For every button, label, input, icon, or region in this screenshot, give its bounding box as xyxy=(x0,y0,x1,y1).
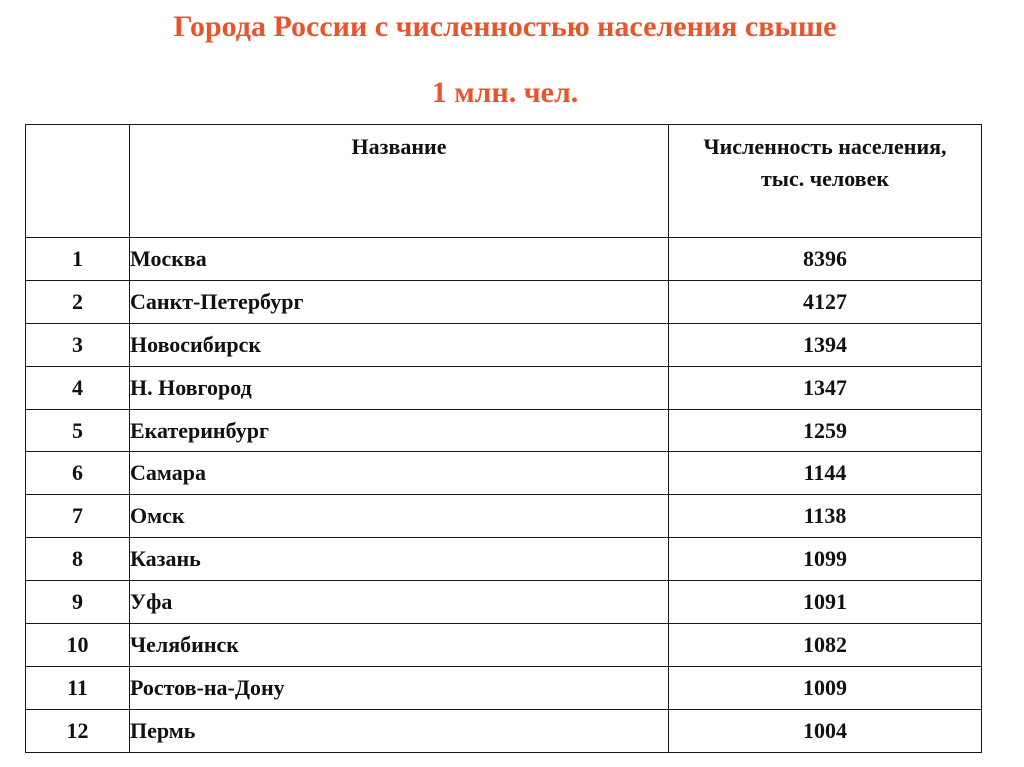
city-population: 1091 xyxy=(669,581,982,624)
table-row xyxy=(26,452,982,495)
table-row xyxy=(26,666,982,709)
city-population: 1259 xyxy=(669,409,982,452)
city-name: Новосибирск xyxy=(130,323,669,366)
city-population: 1394 xyxy=(669,323,982,366)
city-population: 1009 xyxy=(669,666,982,709)
city-population: 1004 xyxy=(669,709,982,752)
row-number: 2 xyxy=(26,280,130,323)
city-name: Казань xyxy=(130,538,669,581)
city-name: Уфа xyxy=(130,581,669,624)
city-population: 8396 xyxy=(669,238,982,281)
row-number: 10 xyxy=(26,624,130,667)
city-name: Москва xyxy=(130,238,669,281)
city-name: Екатеринбург xyxy=(130,409,669,452)
row-number: 9 xyxy=(26,581,130,624)
city-name: Н. Новгород xyxy=(130,366,669,409)
row-number: 1 xyxy=(26,238,130,281)
city-population: 1347 xyxy=(669,366,982,409)
table-row xyxy=(26,538,982,581)
table-row xyxy=(26,323,982,366)
header-name: Название xyxy=(130,125,669,238)
row-number: 3 xyxy=(26,323,130,366)
table-body xyxy=(26,238,982,753)
row-number: 7 xyxy=(26,495,130,538)
table-row xyxy=(26,495,982,538)
row-number: 11 xyxy=(26,666,130,709)
cities-table xyxy=(25,124,982,753)
row-number: 6 xyxy=(26,452,130,495)
city-population: 1099 xyxy=(669,538,982,581)
city-name: Санкт-Петербург xyxy=(130,280,669,323)
city-population: 1138 xyxy=(669,495,982,538)
table-row xyxy=(26,581,982,624)
row-number: 4 xyxy=(26,366,130,409)
row-number: 8 xyxy=(26,538,130,581)
header-population: Численность населения, тыс. человек xyxy=(669,125,982,238)
title-line-2: 1 млн. чел. xyxy=(431,76,579,109)
city-name: Самара xyxy=(130,452,669,495)
city-name: Ростов-на-Дону xyxy=(130,666,669,709)
city-name: Пермь xyxy=(130,709,669,752)
header-row xyxy=(26,125,982,238)
city-population: 1082 xyxy=(669,624,982,667)
table-row xyxy=(26,409,982,452)
table-row xyxy=(26,280,982,323)
city-population: 4127 xyxy=(669,280,982,323)
row-number: 12 xyxy=(26,709,130,752)
city-name: Челябинск xyxy=(130,624,669,667)
city-name: Омск xyxy=(130,495,669,538)
title-line-1: Города России с численностью населения свыше xyxy=(173,10,837,43)
city-population: 1144 xyxy=(669,452,982,495)
table-row xyxy=(26,238,982,281)
table-row xyxy=(26,624,982,667)
table-row xyxy=(26,709,982,752)
header-number xyxy=(26,125,130,238)
row-number: 5 xyxy=(26,409,130,452)
table-row xyxy=(26,366,982,409)
